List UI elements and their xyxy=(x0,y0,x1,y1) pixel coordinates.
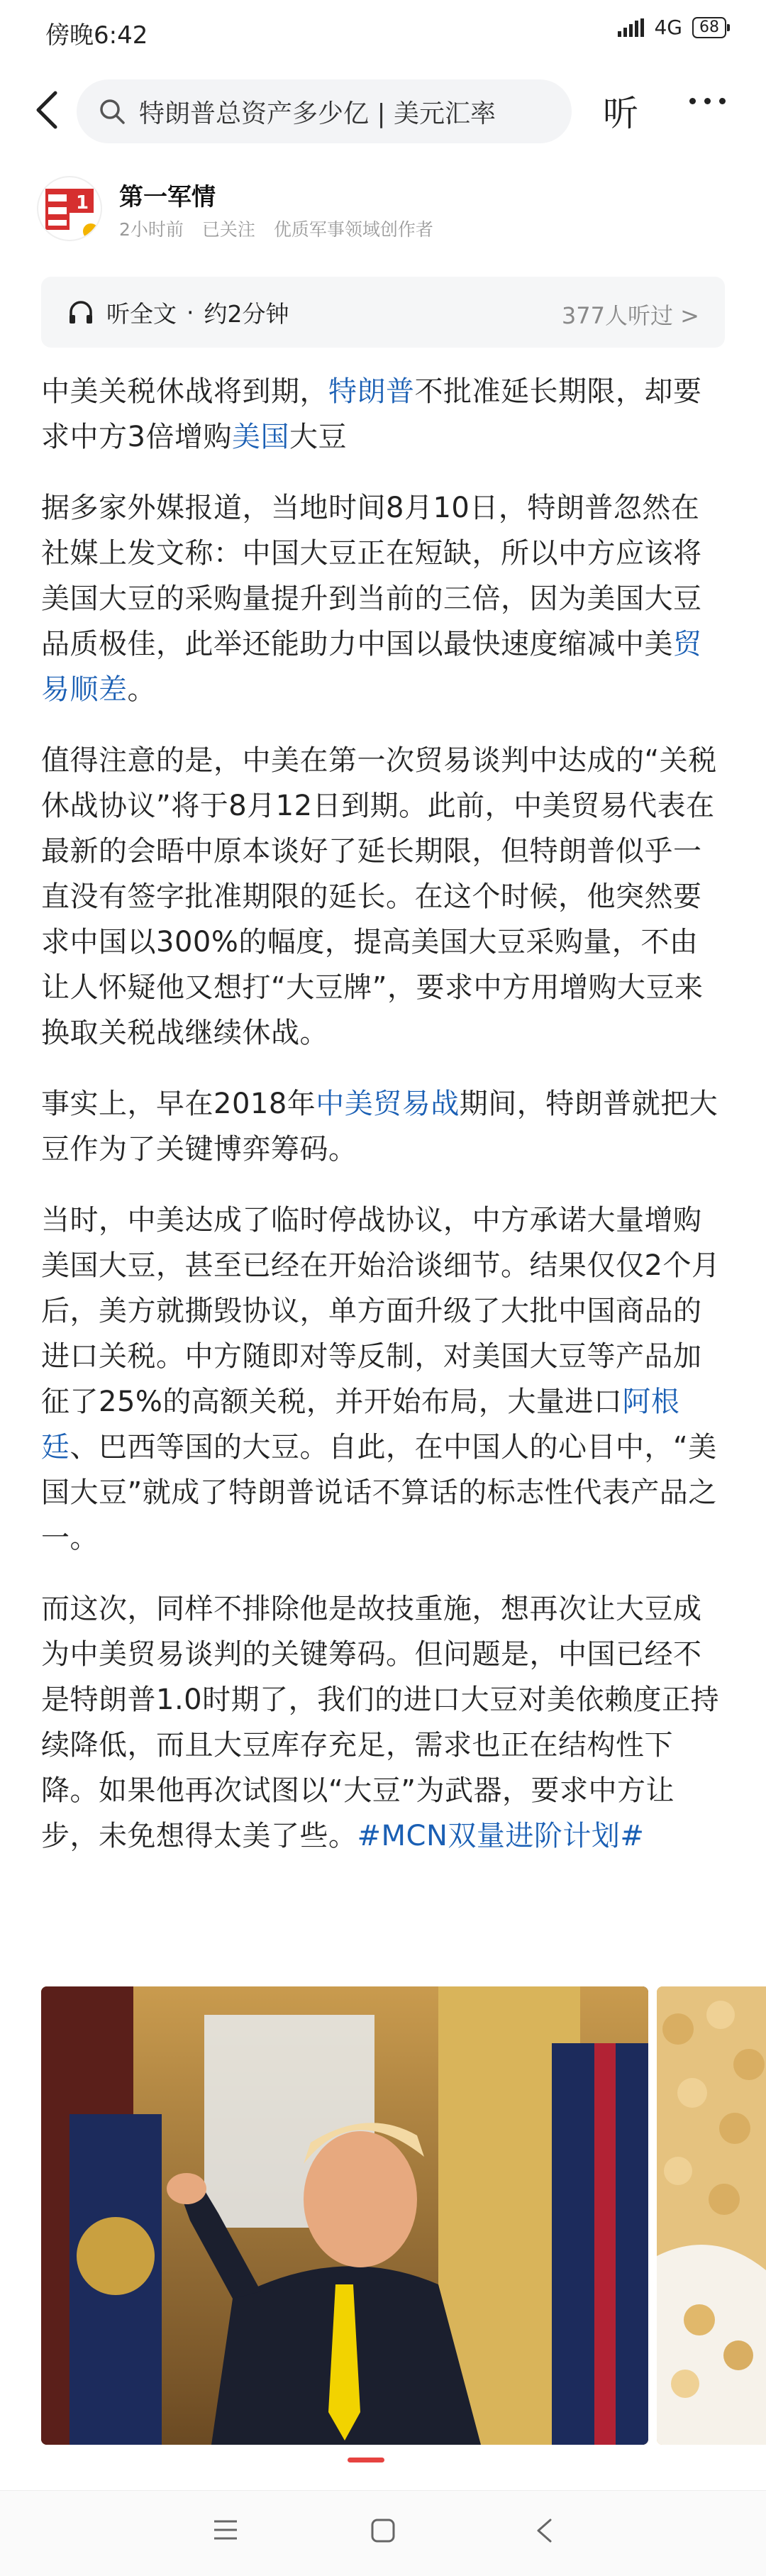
listen-duration: 约2分钟 xyxy=(204,299,289,328)
article-link[interactable]: 美国 xyxy=(231,421,289,453)
article-link[interactable]: 特朗普 xyxy=(328,375,415,408)
listen-label: 听全文 xyxy=(106,299,177,328)
soybeans-photo xyxy=(657,1986,766,2445)
article-paragraph: 而这次，同样不排除他是故技重施，想再次让大豆成为中美贸易谈判的关键筹码。但问题是，中国已经不是特朗普1.0时期了，我们的进口大豆对美依赖度正持续降低，而且大豆库存充足，需求也正在结构性下降。如果他再次试图以“大豆”为武器，要求中方让步，未免想得太美了些。#MCN双量进阶计划# xyxy=(41,1593,720,1852)
article-paragraph: 值得注意的是，中美在第一次贸易谈判中达成的“关税休战协议”将于8月12日到期。此前，中美贸易代表在最新的会晤中原本谈好了延长期限，但特朗普似乎一直没有签字批准期限的延长。在这个时候，他突然要求中国以300%的幅度，提高美国大豆采购量，不由让人怀疑他又想打“大豆牌”，要求中方用增购大豆来换取关税战继续休战。 xyxy=(41,744,717,1049)
battery-icon xyxy=(692,17,726,38)
author-info xyxy=(37,176,732,254)
listen-button[interactable]: 听 xyxy=(603,93,638,134)
search-icon xyxy=(98,97,126,126)
network-label: 4G xyxy=(654,16,682,39)
more-options-icon[interactable] xyxy=(689,98,726,104)
trump-photo xyxy=(41,1986,648,2445)
menu-icon[interactable] xyxy=(213,2518,238,2542)
author-meta xyxy=(119,216,446,241)
article-paragraph: 中美关税休战将到期，特朗普不批准延长期限，却要求中方3倍增购美国大豆 xyxy=(41,375,702,453)
listen-separator: · xyxy=(187,298,194,326)
article-body xyxy=(41,369,725,1884)
article-link[interactable]: #MCN双量进阶计划# xyxy=(357,1820,645,1852)
article-paragraph: 据多家外媒报道，当地时间8月10日，特朗普忽然在社媒上发文称：中国大豆正在短缺，所以中方应该将美国大豆的采购量提升到当前的三倍，因为美国大豆品质极佳，此举还能助力中国以最快速度缩减中美贸易顺差。 xyxy=(41,492,702,706)
search-query: 特朗普总资产多少亿 | 美元汇率 xyxy=(139,99,496,128)
system-nav-bar xyxy=(0,2490,766,2576)
listen-full-article-bar[interactable] xyxy=(41,277,725,348)
follow-status[interactable]: 已关注 xyxy=(201,219,255,240)
status-time: 傍晚6:42 xyxy=(45,21,148,50)
search-header xyxy=(0,64,766,156)
image-page-indicator xyxy=(348,2458,384,2462)
author-avatar[interactable] xyxy=(37,176,102,241)
svg-text:1: 1 xyxy=(75,192,89,214)
back-arrow-icon xyxy=(35,90,58,130)
post-time: 2小时前 xyxy=(119,219,184,240)
article-paragraph: 当时，中美达成了临时停战协议，中方承诺大量增购美国大豆，甚至已经在开始洽谈细节。结果仅仅2个月后，美方就撕毁协议，单方面升级了大批中国商品的进口关税。中方随即对等反制，对美国大豆等产品加征了25%的高额关税，并开始布局，大量进口阿根廷、巴西等国的大豆。自此，在中国人的心目中，“美国大豆”就成了特朗普说话不算话的标志性代表产品之一。 xyxy=(41,1204,721,1554)
verified-badge-icon xyxy=(81,221,101,241)
battery-level: 68 xyxy=(699,18,719,36)
listener-count: 377人听过 > xyxy=(561,302,699,329)
author-name[interactable]: 第一军情 xyxy=(119,183,216,211)
signal-icon xyxy=(618,18,644,37)
status-bar xyxy=(0,0,766,64)
back-nav-icon[interactable] xyxy=(535,2518,553,2543)
author-description: 优质军事领域创作者 xyxy=(273,219,433,240)
article-paragraph: 事实上，早在2018年中美贸易战期间，特朗普就把大豆作为了关键博弈筹码。 xyxy=(41,1088,718,1166)
article-link[interactable]: 中美贸易战 xyxy=(316,1088,460,1120)
article-link[interactable]: 贸易顺差 xyxy=(41,628,702,706)
article-link[interactable]: 阿根廷 xyxy=(41,1386,680,1464)
back-button[interactable] xyxy=(26,87,68,133)
search-box[interactable] xyxy=(77,79,572,143)
status-icons xyxy=(618,16,726,39)
article-image-trump[interactable] xyxy=(41,1986,648,2445)
article-image-soybeans[interactable] xyxy=(657,1986,766,2445)
headphones-icon xyxy=(67,298,95,326)
home-icon[interactable] xyxy=(370,2518,396,2543)
